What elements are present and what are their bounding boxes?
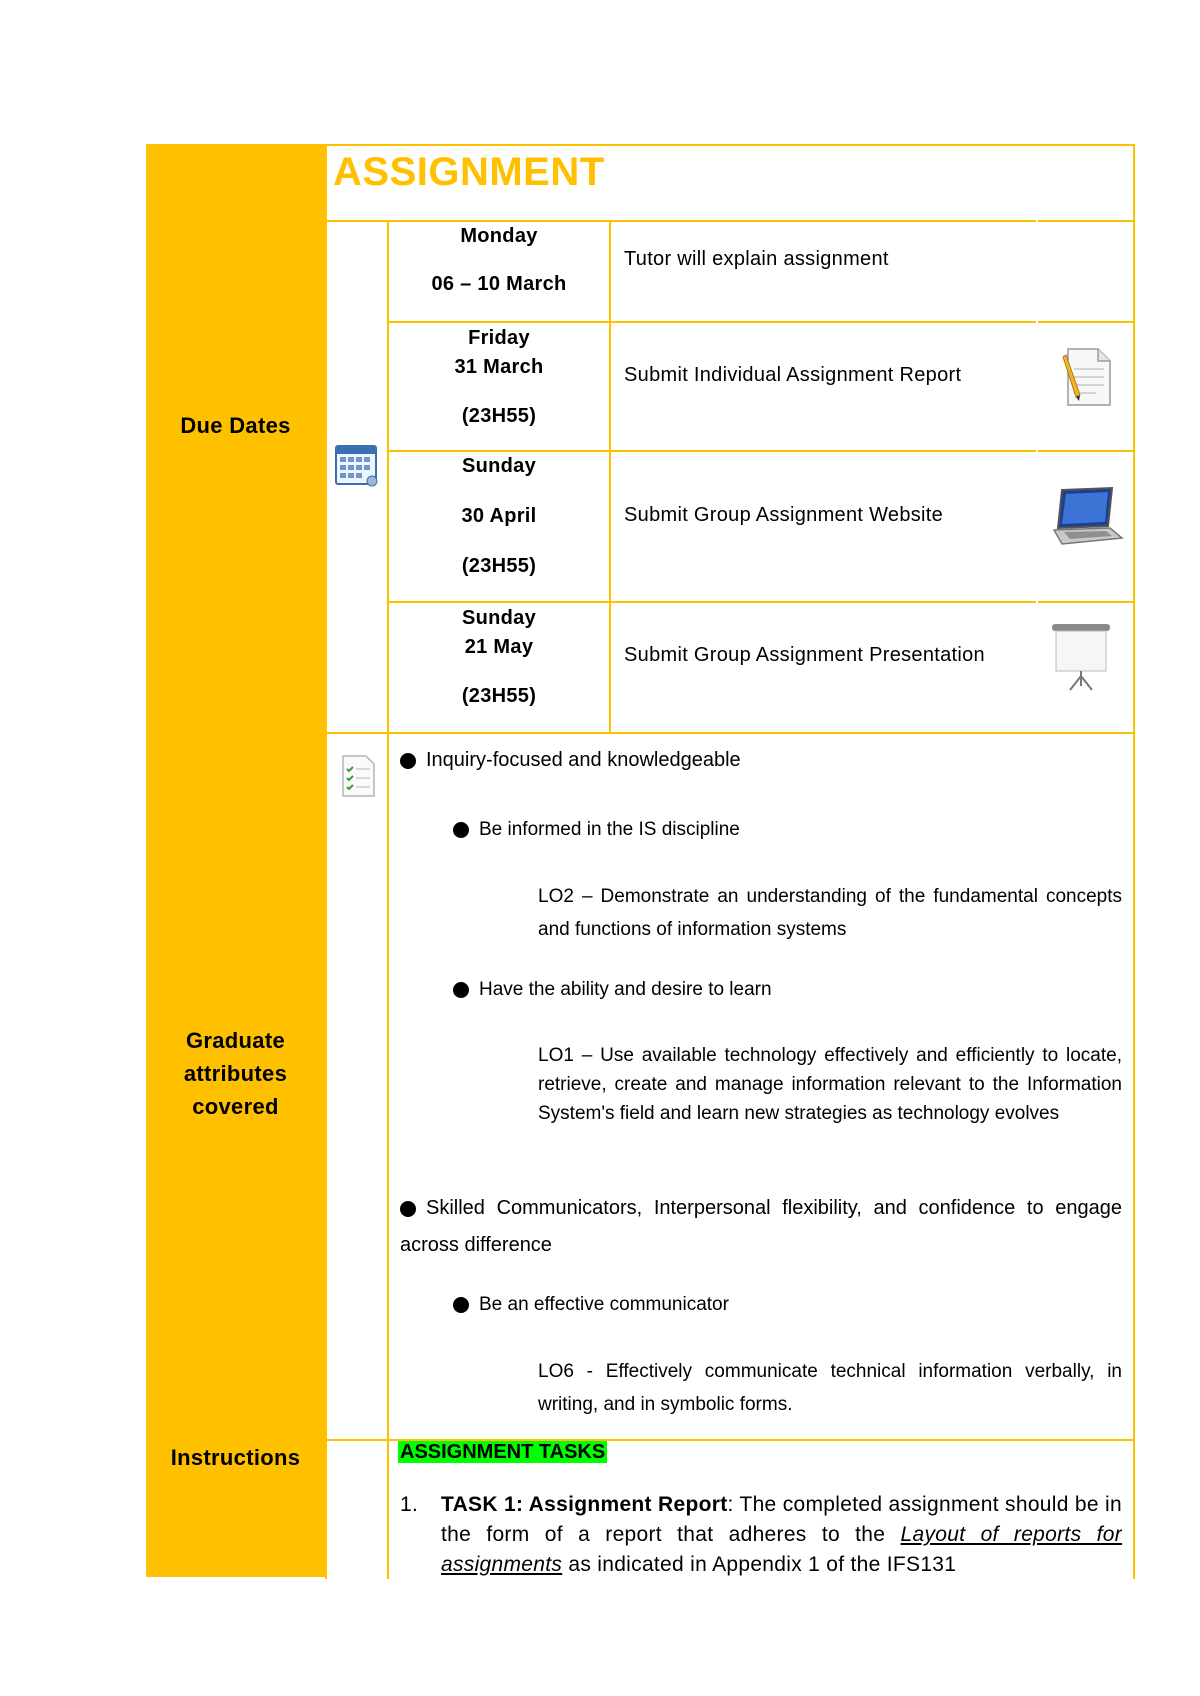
date-row-2: Friday 31 March (23H55) — [454, 327, 544, 427]
lo1-text: LO1 – Use available technology effectively and efficiently to locate, retrieve, create and manage information relevant to the Information System's field and learn new strategies as technology evolves — [538, 1045, 1122, 1124]
attributes-icon-cell — [325, 732, 389, 1441]
assignment-tasks-heading: ASSIGNMENT TASKS — [400, 1441, 606, 1463]
date-row-3: Sunday 30 April (23H55) — [461, 455, 537, 577]
date-row-4: Sunday 21 May (23H55) — [461, 607, 537, 707]
task-text-4: Submit Group Assignment Presentation — [624, 644, 985, 666]
attribute-2-sub-1: Be an effective communicator — [453, 1288, 729, 1322]
laptop-icon — [1048, 486, 1124, 553]
attribute-1: Inquiry-focused and knowledgeable — [400, 743, 741, 777]
projector-screen-icon — [1048, 620, 1116, 697]
task-text-3: Submit Group Assignment Website — [624, 504, 944, 526]
icon-divider — [1036, 220, 1038, 734]
calendar-icon — [334, 443, 380, 494]
attribute-1-sub-1: Be informed in the IS discipline — [453, 813, 740, 847]
graduate-attributes-label: Graduate attributes covered — [183, 1028, 288, 1119]
lo2-text: LO2 – Demonstrate an understanding of the fundamental concepts and functions of information systems — [538, 886, 1122, 940]
document-pencil-icon — [1060, 345, 1116, 416]
task-cell-1 — [609, 220, 1135, 323]
instructions-label: Instructions — [170, 1445, 301, 1470]
instructions-icon-cell — [325, 1439, 389, 1579]
layout-of-reports-link[interactable]: Layout of reports for assignments — [441, 1523, 1122, 1576]
page-title: ASSIGNMENT — [333, 150, 605, 194]
task-number: 1. — [400, 1493, 419, 1516]
left-label-column — [146, 144, 325, 1577]
date-row-1: Monday 06 – 10 March — [431, 225, 567, 295]
attribute-2: Skilled Communicators, Interpersonal flexibility, and confidence to engage across difference — [400, 1197, 1122, 1256]
lo6-text: LO6 - Effectively communicate technical information verbally, in writing, and in symbolic forms. — [538, 1361, 1122, 1415]
due-dates-label: Due Dates — [180, 413, 291, 438]
task-text-2: Submit Individual Assignment Report — [624, 364, 962, 386]
task-1-paragraph: TASK 1: Assignment Report: The completed assignment should be in the form of a report that adheres to the Layout of reports for assignments as indicated in Appendix 1 of the IFS131 — [441, 1493, 1122, 1576]
task-text-1: Tutor will explain assignment — [624, 248, 889, 270]
checklist-icon — [340, 754, 376, 803]
attribute-1-sub-2: Have the ability and desire to learn — [453, 973, 772, 1007]
